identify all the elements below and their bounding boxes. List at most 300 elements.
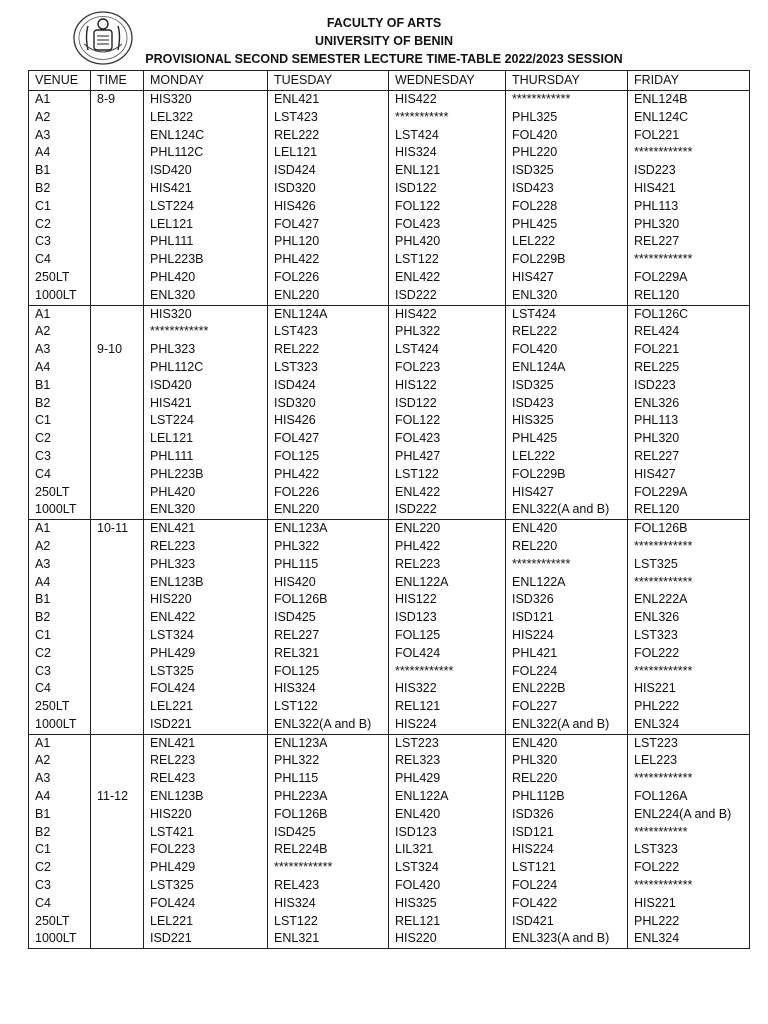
friday-course-cell: FOL126A [628,788,750,806]
friday-course-cell: ************ [628,144,750,162]
venue-cell: C2 [29,430,91,448]
monday-course-cell: REL223 [144,752,268,770]
thursday-course-cell: PHL421 [506,645,628,663]
monday-course-cell: PHL223B [144,251,268,269]
time-cell [91,627,144,645]
venue-cell: A4 [29,144,91,162]
monday-course-cell: PHL112C [144,144,268,162]
table-row [29,269,750,287]
thursday-course-cell: FOL420 [506,341,628,359]
faculty-title: FACULTY OF ARTS [326,16,442,30]
thursday-course-cell: PHL325 [506,109,628,127]
monday-course-cell: ENL123B [144,574,268,592]
table-row [29,430,750,448]
venue-cell: A2 [29,752,91,770]
time-cell [91,698,144,716]
friday-course-cell: PHL320 [628,430,750,448]
monday-course-cell: ENL124C [144,127,268,145]
time-cell [91,359,144,377]
friday-course-cell: FOL221 [628,127,750,145]
tuesday-course-cell: PHL223A [268,788,389,806]
friday-course-cell: ENL326 [628,609,750,627]
thursday-course-cell: ENL124A [506,359,628,377]
tuesday-course-cell: ************ [268,859,389,877]
tuesday-course-cell: ISD424 [268,377,389,395]
thursday-course-cell: LEL222 [506,233,628,251]
monday-course-cell: PHL112C [144,359,268,377]
friday-course-cell: ENL224(A and B) [628,806,750,824]
time-cell [91,645,144,663]
tuesday-course-cell: LST423 [268,109,389,127]
thursday-course-cell: ISD121 [506,824,628,842]
wednesday-course-cell: ************ [389,663,506,681]
time-cell [91,466,144,484]
venue-cell: A1 [29,91,91,109]
wednesday-course-cell: FOL420 [389,877,506,895]
friday-course-cell: ************ [628,770,750,788]
monday-course-cell: REL423 [144,770,268,788]
friday-course-cell: FOL221 [628,341,750,359]
time-cell [91,395,144,413]
venue-cell: C4 [29,895,91,913]
table-row [29,359,750,377]
table-row [29,198,750,216]
table-row [29,895,750,913]
monday-course-cell: ISD221 [144,930,268,948]
friday-course-cell: HIS221 [628,895,750,913]
table-row [29,788,750,806]
time-cell [91,680,144,698]
time-cell [91,913,144,931]
friday-course-cell: PHL320 [628,216,750,234]
monday-course-cell: ENL320 [144,287,268,305]
thursday-course-cell: FOL420 [506,127,628,145]
col-header-monday: MONDAY [144,71,268,91]
thursday-course-cell: FOL422 [506,895,628,913]
monday-course-cell: PHL429 [144,645,268,663]
venue-cell: A1 [29,520,91,538]
venue-cell: C1 [29,627,91,645]
friday-course-cell: FOL126B [628,520,750,538]
monday-course-cell: PHL429 [144,859,268,877]
friday-course-cell: FOL222 [628,645,750,663]
monday-course-cell: ENL123B [144,788,268,806]
monday-course-cell: LEL322 [144,109,268,127]
table-row [29,716,750,734]
friday-course-cell: ISD223 [628,162,750,180]
venue-cell: C2 [29,645,91,663]
table-row [29,127,750,145]
tuesday-course-cell: ENL124A [268,305,389,323]
time-cell [91,269,144,287]
table-row [29,412,750,430]
venue-cell: B1 [29,806,91,824]
tuesday-course-cell: HIS426 [268,412,389,430]
wednesday-course-cell: REL121 [389,698,506,716]
thursday-course-cell: ISD421 [506,913,628,931]
venue-cell: A3 [29,127,91,145]
document-header [0,14,768,68]
table-row [29,484,750,502]
wednesday-course-cell: *********** [389,109,506,127]
wednesday-course-cell: REL121 [389,913,506,931]
time-cell [91,556,144,574]
table-row [29,824,750,842]
tuesday-course-cell: PHL422 [268,251,389,269]
monday-course-cell: PHL420 [144,269,268,287]
wednesday-course-cell: HIS422 [389,91,506,109]
monday-course-cell: HIS220 [144,806,268,824]
venue-cell: C3 [29,233,91,251]
thursday-course-cell: ISD325 [506,377,628,395]
time-cell [91,609,144,627]
time-cell [91,538,144,556]
time-cell [91,287,144,305]
time-cell [91,180,144,198]
friday-course-cell: ENL326 [628,395,750,413]
tuesday-course-cell: PHL322 [268,538,389,556]
table-row [29,144,750,162]
friday-course-cell: ENL124B [628,91,750,109]
friday-course-cell: ENL324 [628,716,750,734]
thursday-course-cell: ISD423 [506,180,628,198]
tuesday-course-cell: ISD425 [268,609,389,627]
monday-course-cell: HIS421 [144,180,268,198]
table-row [29,91,750,109]
thursday-course-cell: FOL224 [506,877,628,895]
monday-course-cell: LST325 [144,877,268,895]
wednesday-course-cell: ENL122A [389,574,506,592]
friday-course-cell: LST325 [628,556,750,574]
wednesday-course-cell: HIS224 [389,716,506,734]
table-row [29,216,750,234]
venue-cell: B1 [29,591,91,609]
venue-cell: C1 [29,841,91,859]
friday-course-cell: REL227 [628,233,750,251]
time-cell [91,770,144,788]
tuesday-course-cell: FOL126B [268,591,389,609]
venue-cell: B1 [29,162,91,180]
table-row [29,841,750,859]
wednesday-course-cell: LST122 [389,251,506,269]
time-cell [91,484,144,502]
friday-course-cell: ENL124C [628,109,750,127]
venue-cell: 1000LT [29,287,91,305]
friday-course-cell: FOL229A [628,269,750,287]
tuesday-course-cell: ISD424 [268,162,389,180]
thursday-course-cell: PHL425 [506,430,628,448]
table-row [29,627,750,645]
friday-course-cell: PHL113 [628,412,750,430]
friday-course-cell: REL227 [628,448,750,466]
friday-course-cell: LST323 [628,627,750,645]
venue-cell: A4 [29,788,91,806]
wednesday-course-cell: ISD222 [389,501,506,519]
wednesday-course-cell: LST223 [389,734,506,752]
timetable-title: PROVISIONAL SECOND SEMESTER LECTURE TIME-TABLE 2022/2023 SESSION [145,52,623,66]
thursday-course-cell: FOL229B [506,251,628,269]
wednesday-course-cell: HIS122 [389,591,506,609]
tuesday-course-cell: PHL422 [268,466,389,484]
thursday-course-cell: ************ [506,556,628,574]
venue-cell: C1 [29,198,91,216]
thursday-course-cell: PHL425 [506,216,628,234]
venue-cell: B2 [29,180,91,198]
thursday-course-cell: HIS224 [506,627,628,645]
table-row [29,395,750,413]
venue-cell: A2 [29,323,91,341]
monday-course-cell: FOL424 [144,895,268,913]
venue-cell: C3 [29,663,91,681]
wednesday-course-cell: ENL220 [389,520,506,538]
time-cell: 9-10 [91,341,144,359]
venue-cell: 1000LT [29,930,91,948]
thursday-course-cell: ISD326 [506,806,628,824]
monday-course-cell: FOL424 [144,680,268,698]
venue-cell: 1000LT [29,716,91,734]
header-row [29,71,750,91]
venue-cell: A1 [29,305,91,323]
time-cell [91,323,144,341]
table-row [29,770,750,788]
table-row [29,251,750,269]
table-row [29,538,750,556]
thursday-course-cell: ENL323(A and B) [506,930,628,948]
tuesday-course-cell: HIS420 [268,574,389,592]
thursday-course-cell: PHL112B [506,788,628,806]
col-header-venue: VENUE [29,71,91,91]
timetable-body [29,91,750,949]
venue-cell: C4 [29,251,91,269]
friday-course-cell: FOL229A [628,484,750,502]
monday-course-cell: LST421 [144,824,268,842]
venue-cell: 250LT [29,698,91,716]
time-cell [91,127,144,145]
wednesday-course-cell: ENL422 [389,484,506,502]
thursday-course-cell: ENL322(A and B) [506,501,628,519]
thursday-course-cell: FOL227 [506,698,628,716]
wednesday-course-cell: ENL420 [389,806,506,824]
table-row [29,663,750,681]
friday-course-cell: ENL324 [628,930,750,948]
tuesday-course-cell: LST122 [268,913,389,931]
monday-course-cell: ISD420 [144,162,268,180]
tuesday-course-cell: FOL226 [268,269,389,287]
thursday-course-cell: ENL122A [506,574,628,592]
time-cell [91,824,144,842]
venue-cell: A1 [29,734,91,752]
time-cell [91,144,144,162]
time-cell [91,877,144,895]
time-cell [91,109,144,127]
table-row [29,287,750,305]
monday-course-cell: LEL121 [144,430,268,448]
thursday-course-cell: HIS427 [506,484,628,502]
venue-cell: A3 [29,556,91,574]
tuesday-course-cell: ENL220 [268,287,389,305]
wednesday-course-cell: HIS322 [389,680,506,698]
tuesday-course-cell: FOL126B [268,806,389,824]
wednesday-course-cell: ENL121 [389,162,506,180]
venue-cell: B2 [29,395,91,413]
monday-course-cell: PHL323 [144,556,268,574]
time-cell [91,806,144,824]
wednesday-course-cell: ISD123 [389,824,506,842]
thursday-course-cell: HIS325 [506,412,628,430]
friday-course-cell: HIS421 [628,180,750,198]
tuesday-course-cell: FOL427 [268,216,389,234]
venue-cell: A2 [29,109,91,127]
wednesday-course-cell: ENL422 [389,269,506,287]
monday-course-cell: ENL422 [144,609,268,627]
wednesday-course-cell: PHL427 [389,448,506,466]
tuesday-course-cell: REL321 [268,645,389,663]
tuesday-course-cell: REL224B [268,841,389,859]
thursday-course-cell: REL220 [506,770,628,788]
tuesday-course-cell: HIS426 [268,198,389,216]
time-cell [91,930,144,948]
venue-cell: 1000LT [29,501,91,519]
wednesday-course-cell: HIS122 [389,377,506,395]
monday-course-cell: LEL221 [144,698,268,716]
time-cell: 8-9 [91,91,144,109]
venue-cell: C2 [29,859,91,877]
venue-cell: A3 [29,770,91,788]
wednesday-course-cell: ISD122 [389,395,506,413]
table-row [29,323,750,341]
tuesday-course-cell: ENL321 [268,930,389,948]
table-row [29,930,750,948]
wednesday-course-cell: FOL424 [389,645,506,663]
wednesday-course-cell: REL323 [389,752,506,770]
wednesday-course-cell: FOL122 [389,412,506,430]
col-header-time: TIME [91,71,144,91]
thursday-course-cell: FOL229B [506,466,628,484]
wednesday-course-cell: FOL223 [389,359,506,377]
tuesday-course-cell: PHL322 [268,752,389,770]
friday-course-cell: LEL223 [628,752,750,770]
table-row [29,859,750,877]
time-cell [91,501,144,519]
time-cell [91,430,144,448]
wednesday-course-cell: LST324 [389,859,506,877]
thursday-course-cell: ENL420 [506,734,628,752]
col-header-wednesday: WEDNESDAY [389,71,506,91]
wednesday-course-cell: REL223 [389,556,506,574]
table-row [29,574,750,592]
time-cell [91,716,144,734]
friday-course-cell: ENL222A [628,591,750,609]
tuesday-course-cell: HIS324 [268,680,389,698]
venue-cell: B2 [29,824,91,842]
friday-course-cell: *********** [628,824,750,842]
table-row [29,609,750,627]
wednesday-course-cell: HIS324 [389,144,506,162]
time-cell [91,251,144,269]
thursday-course-cell: LST121 [506,859,628,877]
friday-course-cell: PHL222 [628,698,750,716]
tuesday-course-cell: REL423 [268,877,389,895]
time-cell [91,412,144,430]
tuesday-course-cell: ENL123A [268,734,389,752]
time-cell [91,198,144,216]
monday-course-cell: LST224 [144,412,268,430]
table-row [29,305,750,323]
wednesday-course-cell: HIS325 [389,895,506,913]
time-cell [91,895,144,913]
venue-cell: C1 [29,412,91,430]
thursday-course-cell: FOL228 [506,198,628,216]
wednesday-course-cell: PHL422 [389,538,506,556]
time-cell: 11-12 [91,788,144,806]
wednesday-course-cell: FOL423 [389,216,506,234]
time-cell [91,591,144,609]
venue-cell: A2 [29,538,91,556]
table-row [29,556,750,574]
wednesday-course-cell: HIS220 [389,930,506,948]
thursday-course-cell: HIS224 [506,841,628,859]
university-title: UNIVERSITY OF BENIN [315,34,453,48]
time-cell [91,663,144,681]
col-header-friday: FRIDAY [628,71,750,91]
monday-course-cell: ENL421 [144,734,268,752]
time-cell [91,752,144,770]
thursday-course-cell: REL222 [506,323,628,341]
tuesday-course-cell: FOL125 [268,663,389,681]
venue-cell: B1 [29,377,91,395]
table-row [29,233,750,251]
venue-cell: C4 [29,466,91,484]
timetable [28,70,750,949]
col-header-tuesday: TUESDAY [268,71,389,91]
tuesday-course-cell: ISD320 [268,180,389,198]
monday-course-cell: HIS421 [144,395,268,413]
friday-course-cell: PHL222 [628,913,750,931]
wednesday-course-cell: HIS422 [389,305,506,323]
venue-cell: 250LT [29,484,91,502]
venue-cell: C4 [29,680,91,698]
table-row [29,501,750,519]
table-row [29,520,750,538]
friday-course-cell: REL120 [628,287,750,305]
wednesday-course-cell: PHL429 [389,770,506,788]
table-row [29,752,750,770]
time-cell [91,162,144,180]
tuesday-course-cell: PHL115 [268,556,389,574]
monday-course-cell: LST224 [144,198,268,216]
monday-course-cell: PHL223B [144,466,268,484]
time-cell [91,233,144,251]
col-header-thursday: THURSDAY [506,71,628,91]
time-cell [91,377,144,395]
wednesday-course-cell: LST122 [389,466,506,484]
time-cell: 10-11 [91,520,144,538]
wednesday-course-cell: LIL321 [389,841,506,859]
tuesday-course-cell: FOL427 [268,430,389,448]
monday-course-cell: ENL320 [144,501,268,519]
wednesday-course-cell: ISD122 [389,180,506,198]
wednesday-course-cell: FOL423 [389,430,506,448]
thursday-course-cell: HIS427 [506,269,628,287]
friday-course-cell: REL424 [628,323,750,341]
monday-course-cell: HIS320 [144,91,268,109]
wednesday-course-cell: LST424 [389,127,506,145]
time-cell [91,734,144,752]
tuesday-course-cell: ENL123A [268,520,389,538]
friday-course-cell: ************ [628,663,750,681]
thursday-course-cell: ENL420 [506,520,628,538]
monday-course-cell: ISD221 [144,716,268,734]
